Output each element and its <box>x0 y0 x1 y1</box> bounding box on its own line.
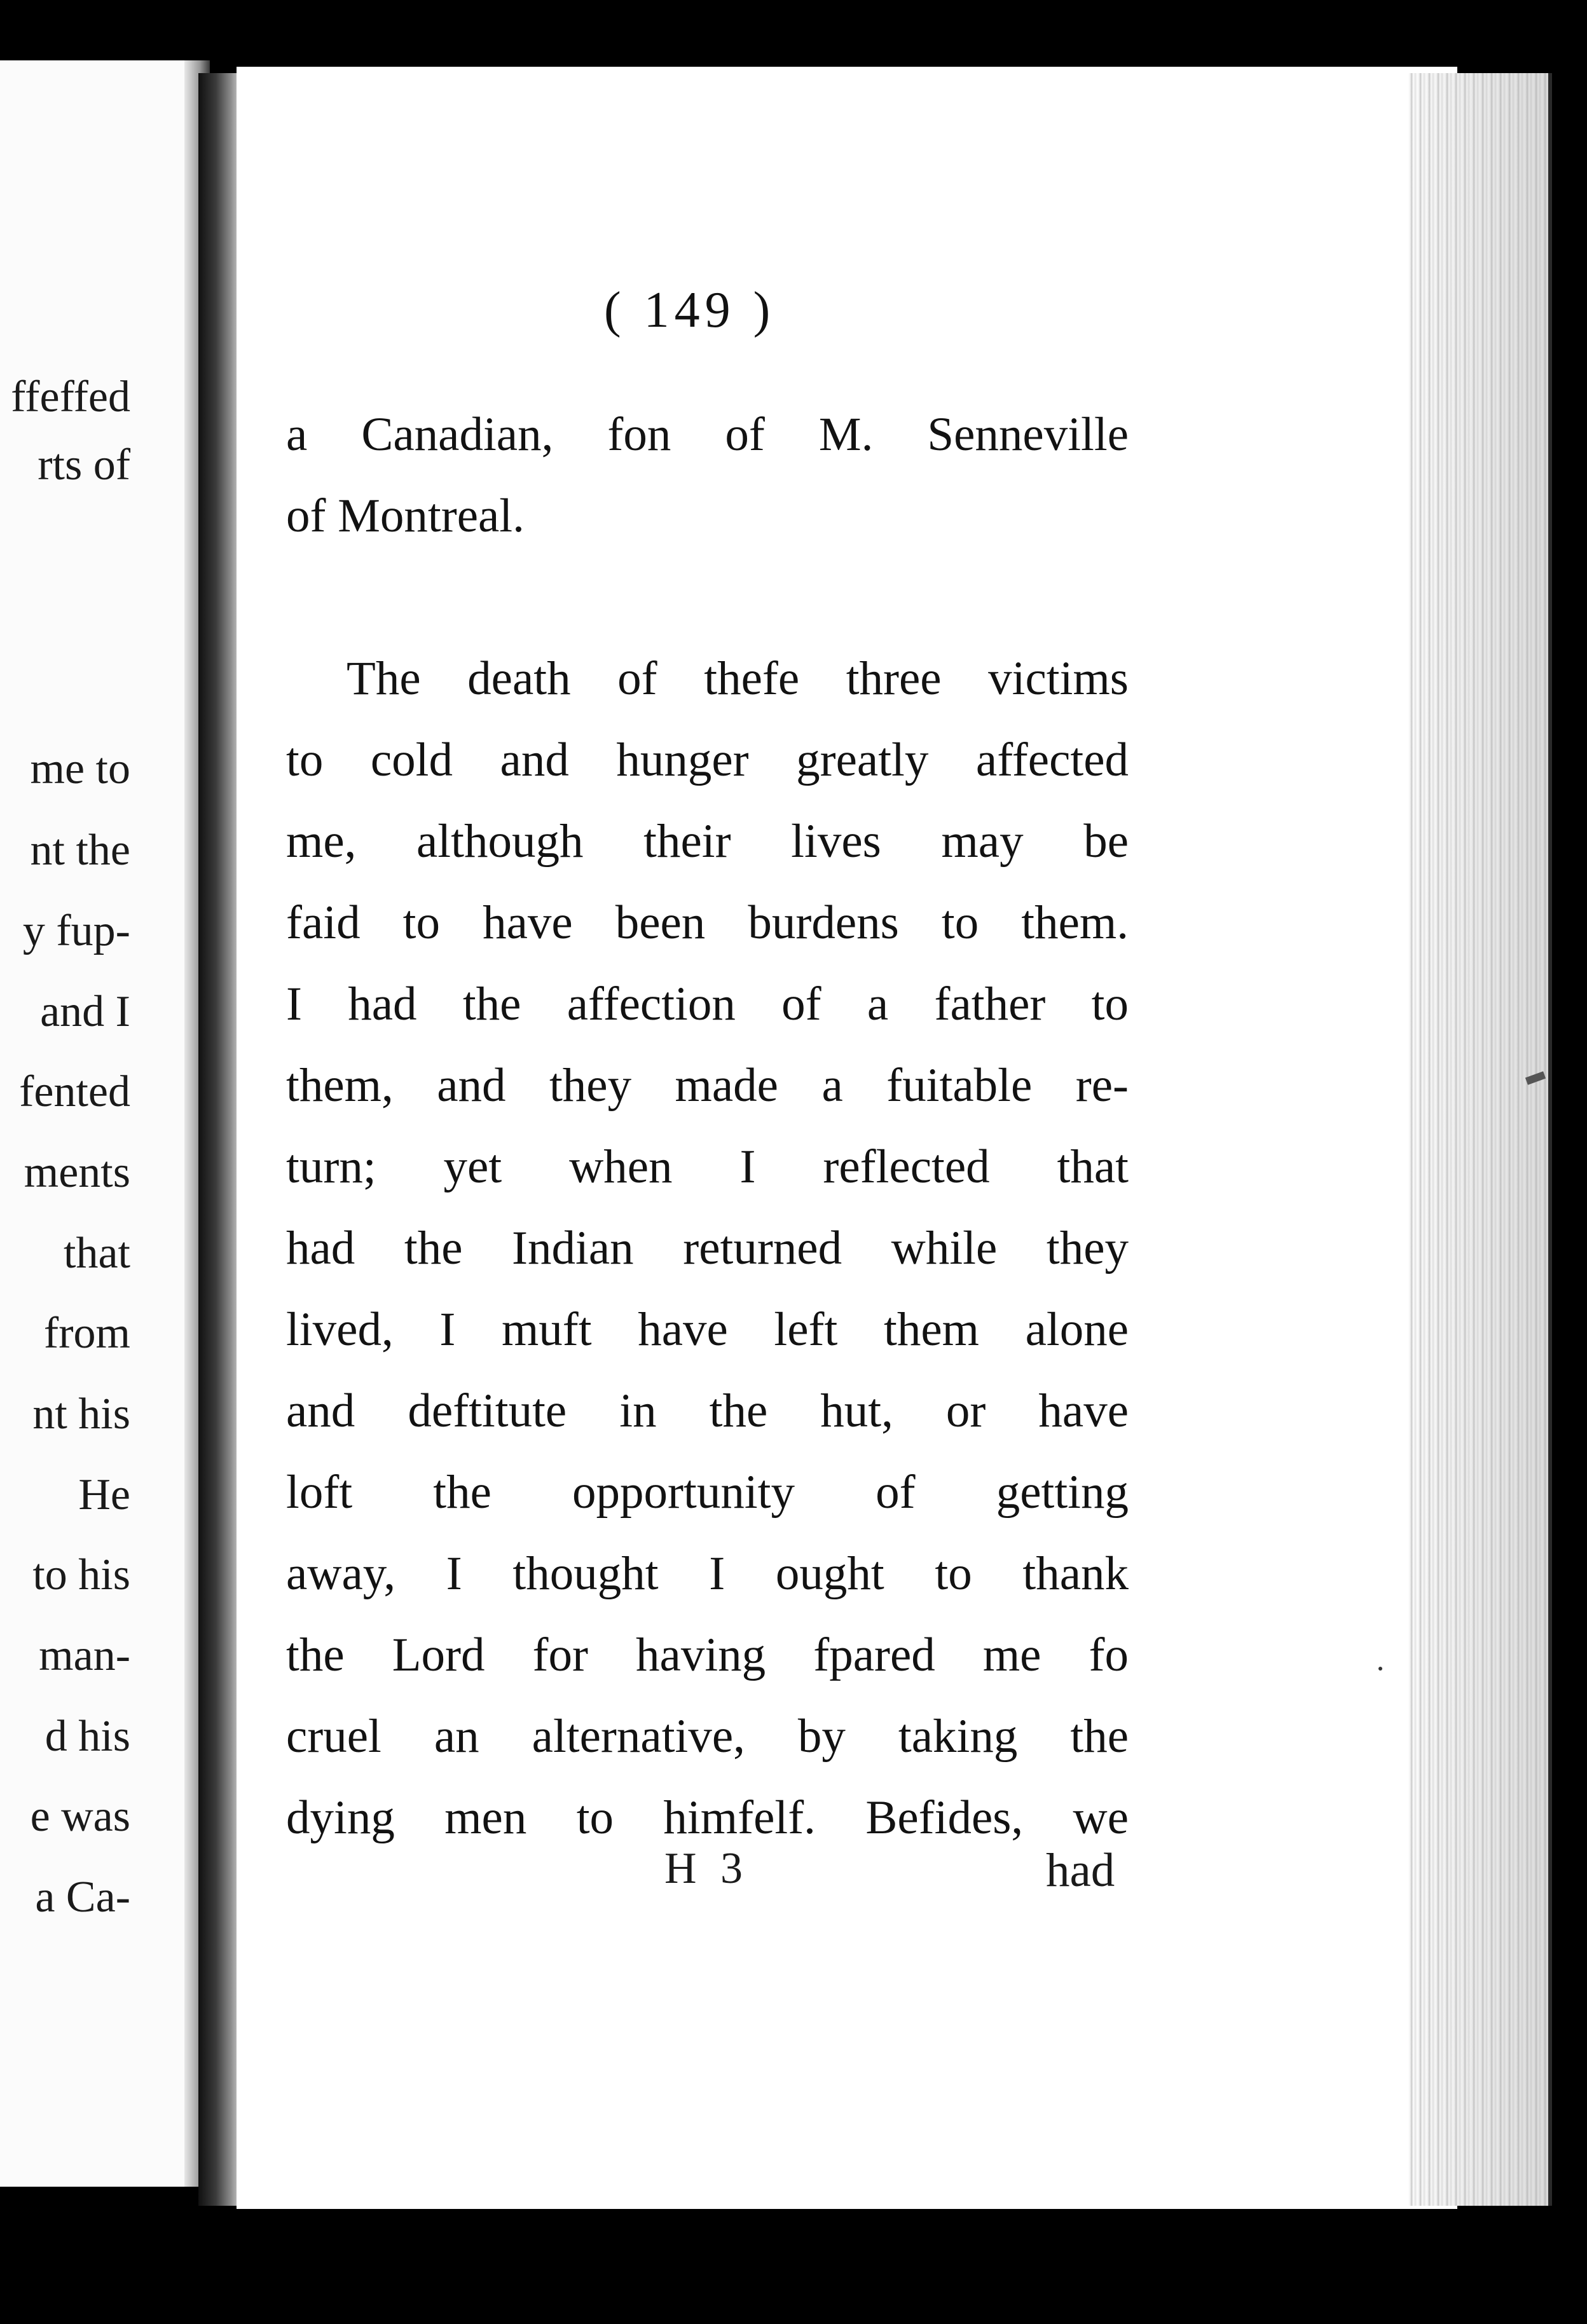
text-line: the Lord for having fpared me fo <box>286 1629 1129 1681</box>
text-line: a Canadian, fon of M. Senneville <box>286 408 1129 461</box>
facing-page-line: nt the <box>30 826 130 875</box>
facing-page-line: d his <box>45 1712 130 1761</box>
text-line: The death of thefe three victims <box>347 652 1129 705</box>
text-line: I had the affection of a father to <box>286 978 1129 1030</box>
text-line: cruel an alternative, by taking the <box>286 1710 1129 1763</box>
facing-page-line: He <box>78 1470 130 1519</box>
facing-page-line: me to <box>30 744 130 793</box>
facing-page-line: and I <box>40 987 130 1036</box>
facing-page-line: that <box>64 1229 130 1278</box>
page-number: ( 149 ) <box>604 282 776 338</box>
paragraph-gap <box>286 557 1129 638</box>
text-line: me, although their lives may be <box>286 815 1129 868</box>
text-line: faid to have been burdens to them. <box>286 896 1129 949</box>
facing-page-line: man- <box>39 1631 130 1680</box>
signature-mark: H 3 <box>664 1844 750 1893</box>
dust-speck <box>1378 1667 1382 1671</box>
facing-page-line: from <box>43 1309 130 1358</box>
text-line: turn; yet when I reflected that <box>286 1140 1129 1193</box>
text-line: lived, I muft have left them alone <box>286 1303 1129 1356</box>
text-line: to cold and hunger greatly affected <box>286 734 1129 786</box>
facing-page <box>0 60 191 2187</box>
facing-page-line: rts of <box>38 441 130 489</box>
catchword: had <box>1046 1844 1115 1897</box>
facing-page-line: e was <box>30 1792 130 1841</box>
text-line: had the Indian returned while they <box>286 1222 1129 1275</box>
text-line: away, I thought I ought to thank <box>286 1547 1129 1600</box>
facing-page-line: y fup- <box>22 906 130 955</box>
text-line: of Montreal. <box>286 489 525 542</box>
facing-page-line: nt his <box>32 1390 130 1439</box>
text-line: them, and they made a fuitable re- <box>286 1059 1129 1112</box>
text-line: loft the opportunity of getting <box>286 1466 1129 1519</box>
body-text <box>286 394 1129 1859</box>
facing-page-line: to his <box>32 1550 130 1599</box>
page-edges <box>1408 73 1552 2206</box>
facing-page-line: ments <box>24 1148 130 1197</box>
facing-page-line: ffeffed <box>11 373 130 421</box>
spine-shadow <box>198 73 242 2206</box>
facing-page-line: a Ca- <box>35 1873 130 1922</box>
text-line: dying men to himfelf. Befides, we <box>286 1791 1129 1844</box>
text-line: and deftitute in the hut, or have <box>286 1384 1129 1437</box>
facing-page-line: fented <box>19 1067 130 1116</box>
